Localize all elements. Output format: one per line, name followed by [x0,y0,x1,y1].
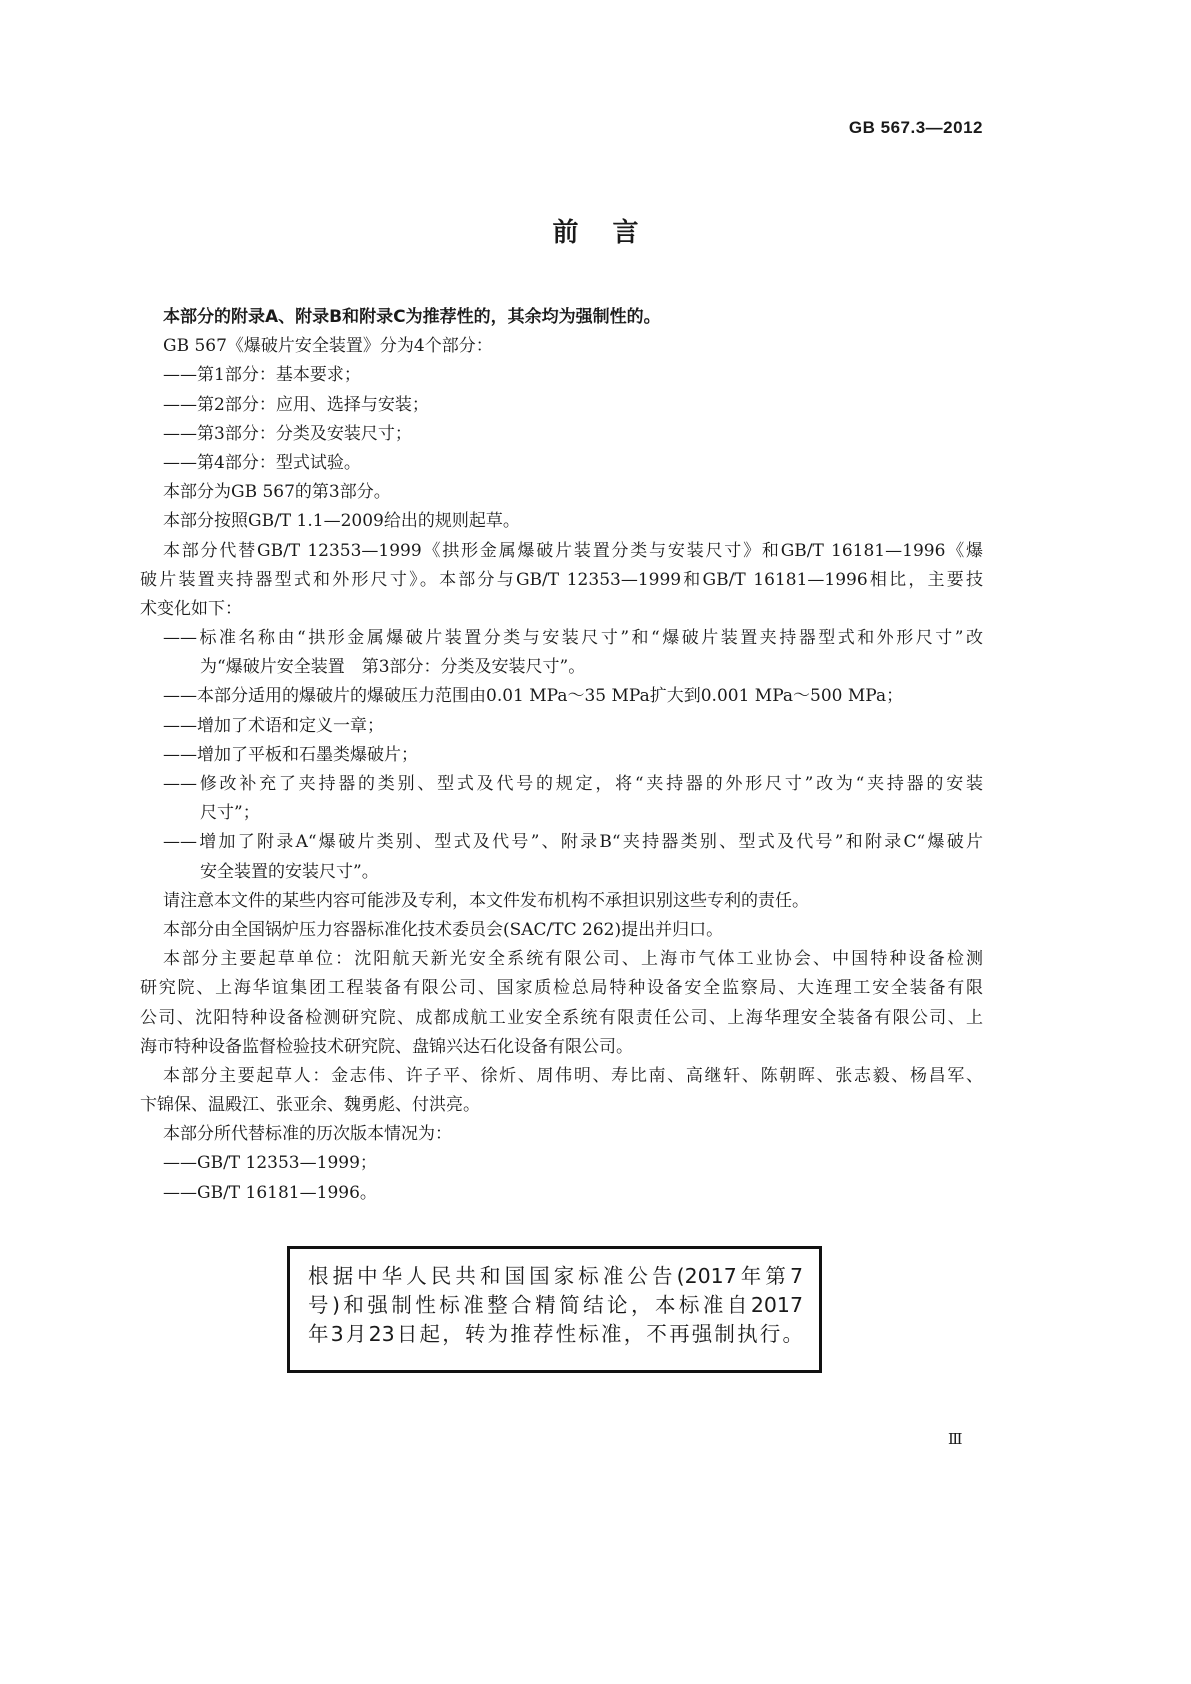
paragraph [140,1062,983,1120]
text-line: 本部分按照GB/T 1.1—2009给出的规则起草。 [163,511,520,532]
paragraph [140,945,983,1062]
text-line: 本部分所代替标准的历次版本情况为： [163,1124,452,1145]
paragraph [140,361,983,390]
paragraph [140,624,983,682]
paragraph [140,420,983,449]
text-line: 卞锦保、温殿江、张亚余、魏勇彪、付洪亮。 [140,1095,480,1116]
text-line: ——第3部分：分类及安装尺寸； [163,423,412,444]
paragraph [140,682,983,711]
text-line: 尺寸”； [200,803,260,824]
text-line: 本部分由全国锅炉压力容器标准化技术委员会(SAC/TC 262)提出并归口。 [163,919,724,940]
text-line: ——本部分适用的爆破片的爆破压力范围由0.01 MPa～35 MPa扩大到0.001 MPa～500 MPa； [163,686,904,707]
paragraph [140,478,983,507]
text-line: 请注意本文件的某些内容可能涉及专利，本文件发布机构不承担识别这些专利的责任。 [163,890,809,911]
text-line: 为“爆破片安全装置 第3部分：分类及安装尺寸”。 [200,657,586,678]
paragraph [140,887,983,916]
notice-box [287,1246,822,1373]
text-line: ——第4部分：型式试验。 [163,452,361,473]
paragraph [140,741,983,770]
text-line: 本部分代替GB/T 12353—1999《拱形金属爆破片装置分类与安装尺寸》和GB/T 16181—1996《爆 [163,540,983,561]
page-number: Ⅲ [948,1430,963,1448]
text-line: ——GB/T 16181—1996。 [163,1182,377,1203]
paragraph [140,828,983,886]
text-line: ——增加了术语和定义一章； [163,715,384,736]
text-line: ——修改补充了夹持器的类别、型式及代号的规定，将“夹持器的外形尺寸”改为“夹持器的安装 [163,774,983,794]
text-line: 本部分的附录A、附录B和附录C为推荐性的，其余均为强制性的。 [163,307,661,327]
paragraph [140,1179,983,1208]
paragraph [140,537,983,625]
text-line: ——增加了附录A“爆破片类别、型式及代号”、附录B“夹持器类别、型式及代号”和附录C“爆破片 [163,832,983,853]
text-line: 本部分主要起草人：金志伟、许子平、徐炘、周伟明、寿比南、高继轩、陈朝晖、张志毅、杨昌军、 [163,1065,983,1086]
text-line: 公司、沈阳特种设备检测研究院、成都成航工业安全系统有限责任公司、上海华理安全装备有限公司、上 [140,1007,983,1028]
text-line: ——增加了平板和石墨类爆破片； [163,744,418,765]
text-line: 安全装置的安装尺寸”。 [200,861,379,882]
notice-line: 根据中华人民共和国国家标准公告(2017年第7 [308,1264,803,1288]
paragraph [140,1120,983,1149]
paragraph [140,916,983,945]
text-line: ——第2部分：应用、选择与安装； [163,394,429,415]
text-line: ——标准名称由“拱形金属爆破片装置分类与安装尺寸”和“爆破片装置夹持器型式和外形尺寸”改 [163,628,983,649]
document-body [140,303,983,1208]
text-line: ——第1部分：基本要求； [163,365,361,386]
paragraph [140,332,983,361]
text-line: 破片装置夹持器型式和外形尺寸》。本部分与GB/T 12353—1999和GB/T 16181—1996相比，主要技 [140,569,983,590]
notice-line: 年3月23日起，转为推荐性标准，不再强制执行。 [308,1322,803,1347]
paragraph [140,712,983,741]
text-line: ——GB/T 12353—1999； [163,1153,377,1174]
paragraph [140,770,983,828]
notice-line: 号)和强制性标准整合精简结论，本标准自2017 [308,1293,803,1318]
text-line: 术变化如下： [140,598,242,619]
text-line: 研究院、上海华谊集团工程装备有限公司、国家质检总局特种设备安全监察局、大连理工安全装备有限 [140,978,983,999]
text-line: 本部分主要起草单位：沈阳航天新光安全系统有限公司、上海市气体工业协会、中国特种设备检测 [163,949,983,970]
page-title: 前言 [552,218,673,248]
paragraph [140,391,983,420]
text-line: 本部分为GB 567的第3部分。 [163,482,391,503]
text-line: GB 567《爆破片安全装置》分为4个部分： [163,336,493,357]
paragraph [140,1149,983,1178]
paragraph [140,507,983,536]
standard-code: GB 567.3—2012 [848,118,983,137]
paragraph [140,449,983,478]
paragraph [140,303,983,332]
text-line: 海市特种设备监督检验技术研究院、盘锦兴达石化设备有限公司。 [140,1036,633,1057]
